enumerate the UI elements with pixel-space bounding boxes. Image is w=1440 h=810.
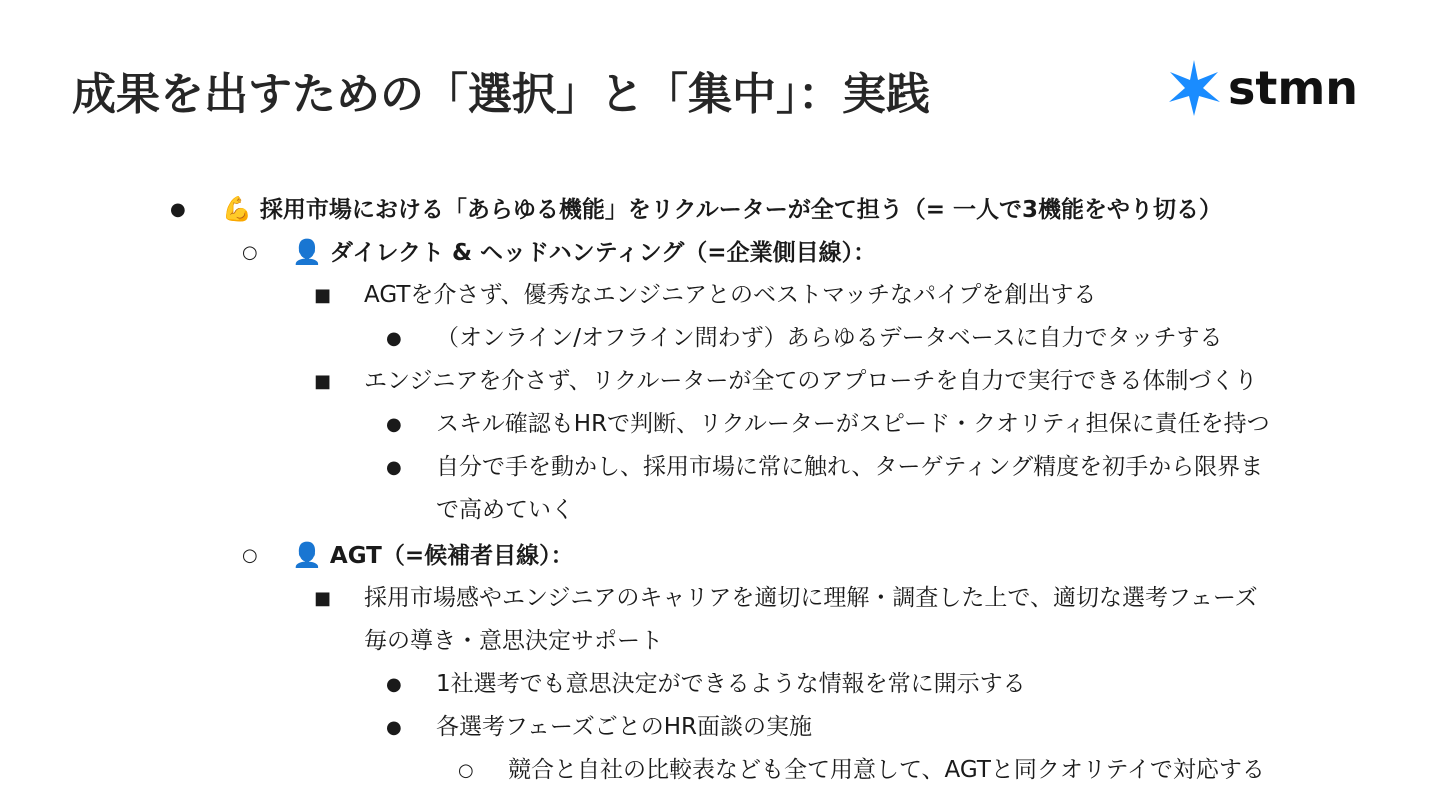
direct-heading xyxy=(292,237,876,267)
main-point xyxy=(222,194,1222,224)
direct-heading-text: ダイレクト & ヘッドハンティング（=企業側目線）： xyxy=(329,240,877,266)
flexed-biceps-icon: 💪 xyxy=(222,195,252,223)
bullet-l1: ● xyxy=(170,199,186,220)
list-item: 1社選考でも意思決定ができるような情報を常に開示する xyxy=(436,671,1026,697)
list-item: 自分で手を動かし、採用市場に常に触れ、ターゲティング精度を初手から限界ま xyxy=(436,454,1264,480)
list-item: 採用市場感やエンジニアのキャリアを適切に理解・調査した上で、適切な選考フェーズ xyxy=(364,585,1258,611)
bullet-l2: ○ xyxy=(242,545,258,566)
list-item: 各選考フェーズごとのHR面談の実施 xyxy=(436,714,812,740)
list-item-continuation: 毎の導き・意思決定サポート xyxy=(364,628,663,654)
bullet-l1: ● xyxy=(386,717,402,738)
bullet-l2: ○ xyxy=(242,242,258,263)
person-icon: 👤 xyxy=(292,238,322,266)
star-logo-icon xyxy=(1166,58,1222,118)
agt-heading-text: AGT（=候補者目線）： xyxy=(329,543,574,569)
bullet-l2: ○ xyxy=(458,760,474,781)
main-point-text: 採用市場における「あらゆる機能」をリクルーターが全て担う（= 一人で3機能をやり切る） xyxy=(259,197,1223,223)
list-item-continuation: で高めていく xyxy=(436,497,574,523)
logo-wordmark: stmn xyxy=(1228,61,1359,115)
bullet-l3: ■ xyxy=(314,285,332,306)
bullet-l3: ■ xyxy=(314,371,332,392)
bullet-l1: ● xyxy=(386,328,402,349)
company-logo xyxy=(1166,58,1358,118)
bullet-l3: ■ xyxy=(314,588,332,609)
list-item: （オンライン/オフライン問わず）あらゆるデータベースに自力でタッチする xyxy=(436,325,1223,351)
list-item: 競合と自社の比較表なども全て用意して、AGTと同クオリテイで対応する xyxy=(508,757,1265,783)
bullet-l1: ● xyxy=(386,414,402,435)
list-item: エンジニアを介さず、リクルーターが全てのアプローチを自力で実行できる体制づくり xyxy=(364,368,1258,394)
slide-title: 成果を出すための「選択」と「集中」：実践 xyxy=(72,69,930,120)
bullet-l1: ● xyxy=(386,457,402,478)
bullet-l1: ● xyxy=(386,674,402,695)
person-icon: 👤 xyxy=(292,541,322,569)
list-item: スキル確認もHRで判断、リクルーターがスピード・クオリティ担保に責任を持つ xyxy=(436,411,1270,437)
list-item: AGTを介さず、優秀なエンジニアとのベストマッチなパイプを創出する xyxy=(364,282,1097,308)
agt-heading xyxy=(292,540,574,570)
